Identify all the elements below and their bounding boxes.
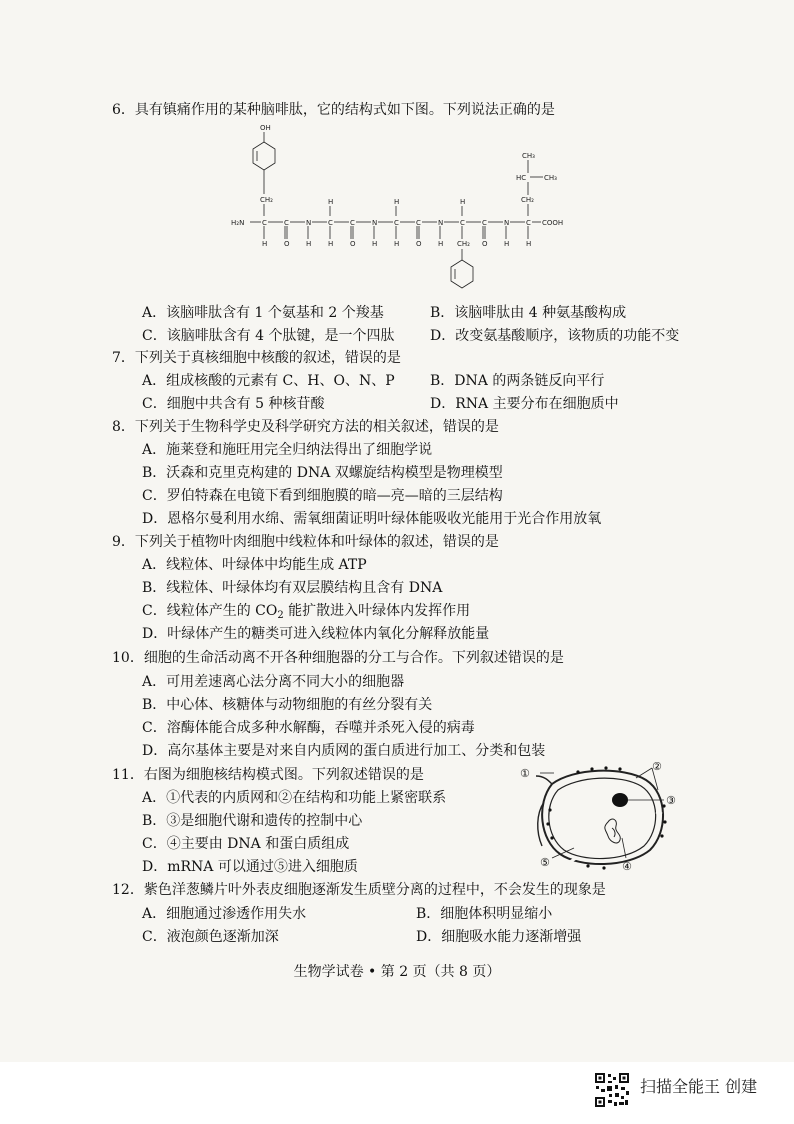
- q11-option-a: A．①代表的内质网和②在结构和功能上紧密联系: [142, 790, 447, 806]
- q11-stem: 11．右图为细胞核结构模式图。下列叙述错误的是: [112, 767, 424, 783]
- q10-option-d: D．高尔基体主要是对来自内质网的蛋白质进行加工、分类和包装: [142, 743, 546, 759]
- q12-stem: 12．紫色洋葱鳞片叶外表皮细胞逐渐发生质壁分离的过程中，不会发生的现象是: [112, 882, 606, 898]
- label-2: ②: [652, 762, 662, 773]
- q12-option-c: C．液泡颜色逐渐加深: [142, 929, 279, 945]
- formula-c: C: [526, 219, 531, 227]
- formula-ch2: CH₂: [457, 240, 470, 248]
- peptide-structural-formula: [228, 122, 578, 294]
- q7-option-a: A．组成核酸的元素有 C、H、O、N、P: [142, 373, 395, 389]
- formula-h: H: [394, 198, 400, 206]
- q10-option-a: A．可用差速离心法分离不同大小的细胞器: [142, 674, 405, 690]
- q8-option-a: A．施莱登和施旺用完全归纳法得出了细胞学说: [142, 442, 433, 458]
- formula-c: C: [350, 219, 355, 227]
- q6-option-a: A．该脑啡肽含有 1 个氨基和 2 个羧基: [142, 305, 384, 321]
- label-5: ⑤: [540, 856, 550, 869]
- formula-c: C: [284, 219, 289, 227]
- q7-option-c: C．细胞中共含有 5 种核苷酸: [142, 396, 325, 412]
- q9-stem: 9．下列关于植物叶肉细胞中线粒体和叶绿体的叙述，错误的是: [112, 534, 499, 550]
- formula-n: N: [372, 219, 378, 227]
- formula-ch2: CH₂: [260, 196, 273, 204]
- q11-option-c: C．④主要由 DNA 和蛋白质组成: [142, 836, 350, 852]
- label-1: ①: [520, 767, 530, 780]
- q7-stem: 7．下列关于真核细胞中核酸的叙述，错误的是: [112, 350, 401, 366]
- formula-ch2: CH₂: [521, 196, 534, 204]
- label-4: ④: [622, 860, 632, 873]
- formula-o: O: [284, 240, 290, 248]
- scanner-watermark: 扫描全能王 创建: [640, 1077, 758, 1096]
- q9-option-d: D．叶绿体产生的糖类可进入线粒体内氧化分解释放能量: [142, 626, 490, 642]
- q8-option-b: B．沃森和克里克构建的 DNA 双螺旋结构模型是物理模型: [142, 465, 503, 481]
- formula-h: H: [372, 240, 378, 248]
- q12-option-a: A．细胞通过渗透作用失水: [142, 906, 307, 922]
- qr-code-icon: [594, 1072, 630, 1108]
- q10-option-c: C．溶酶体能合成多种水解酶，吞噬并杀死入侵的病毒: [142, 720, 475, 736]
- formula-c: C: [394, 219, 399, 227]
- formula-ch3: CH₃: [544, 174, 557, 182]
- label-3: ③: [666, 794, 676, 807]
- formula-h: H: [460, 198, 466, 206]
- formula-c: C: [460, 219, 465, 227]
- q9-option-a: A．线粒体、叶绿体中均能生成 ATP: [142, 557, 367, 573]
- q11-option-d: D．mRNA 可以通过⑤进入细胞质: [142, 859, 358, 875]
- q8-stem: 8．下列关于生物科学史及科学研究方法的相关叙述，错误的是: [112, 419, 499, 435]
- q6-option-c: C．该脑啡肽含有 4 个肽键，是一个四肽: [142, 328, 395, 344]
- formula-h: H: [526, 240, 532, 248]
- nucleus-structure-diagram: [518, 762, 686, 874]
- formula-h2n: H₂N: [231, 219, 245, 227]
- formula-n: N: [438, 219, 444, 227]
- formula-cooh: COOH: [542, 219, 564, 227]
- formula-ch3: CH₃: [522, 152, 535, 160]
- q8-option-d: D．恩格尔曼利用水绵、需氧细菌证明叶绿体能吸收光能用于光合作用放氧: [142, 511, 602, 527]
- formula-h: H: [262, 240, 268, 248]
- q9-option-b: B．线粒体、叶绿体均有双层膜结构且含有 DNA: [142, 580, 443, 596]
- formula-c: C: [328, 219, 333, 227]
- formula-o: O: [416, 240, 422, 248]
- formula-c: C: [482, 219, 487, 227]
- formula-n: N: [504, 219, 510, 227]
- q7-option-d: D．RNA 主要分布在细胞质中: [430, 396, 619, 412]
- q9-option-c-text-end: 能扩散进入叶绿体内发挥作用: [283, 603, 471, 619]
- formula-h: H: [306, 240, 312, 248]
- q8-option-c: C．罗伯特森在电镜下看到细胞膜的暗—亮—暗的三层结构: [142, 488, 503, 504]
- q9-option-c-subscript: 2: [277, 610, 284, 621]
- q12-option-b: B．细胞体积明显缩小: [416, 906, 553, 922]
- formula-h: H: [328, 198, 334, 206]
- formula-oh: OH: [260, 124, 271, 132]
- q10-stem: 10．细胞的生命活动离不开各种细胞器的分工与合作。下列叙述错误的是: [112, 650, 564, 666]
- formula-h: H: [394, 240, 400, 248]
- page-footer: 生物学试卷 • 第 2 页（共 8 页）: [293, 964, 501, 980]
- formula-hc: HC: [516, 174, 527, 182]
- formula-h: H: [438, 240, 444, 248]
- formula-n: N: [306, 219, 312, 227]
- q9-option-c-text: C．线粒体产生的 CO: [142, 603, 278, 619]
- q6-option-d: D．改变氨基酸顺序，该物质的功能不变: [430, 328, 680, 344]
- formula-o: O: [482, 240, 488, 248]
- q6-stem: 6．具有镇痛作用的某种脑啡肽，它的结构式如下图。下列说法正确的是: [112, 102, 555, 118]
- q6-option-b: B．该脑啡肽由 4 种氨基酸构成: [430, 305, 627, 321]
- formula-c: C: [416, 219, 421, 227]
- formula-c: C: [262, 219, 267, 227]
- q12-option-d: D．细胞吸水能力逐渐增强: [416, 929, 582, 945]
- formula-h: H: [328, 240, 334, 248]
- q7-option-b: B．DNA 的两条链反向平行: [430, 373, 605, 389]
- q10-option-b: B．中心体、核糖体与动物细胞的有丝分裂有关: [142, 697, 433, 713]
- formula-o: O: [350, 240, 356, 248]
- q9-option-c: [142, 601, 470, 621]
- q11-option-b: B．③是细胞代谢和遗传的控制中心: [142, 813, 363, 829]
- formula-h: H: [504, 240, 510, 248]
